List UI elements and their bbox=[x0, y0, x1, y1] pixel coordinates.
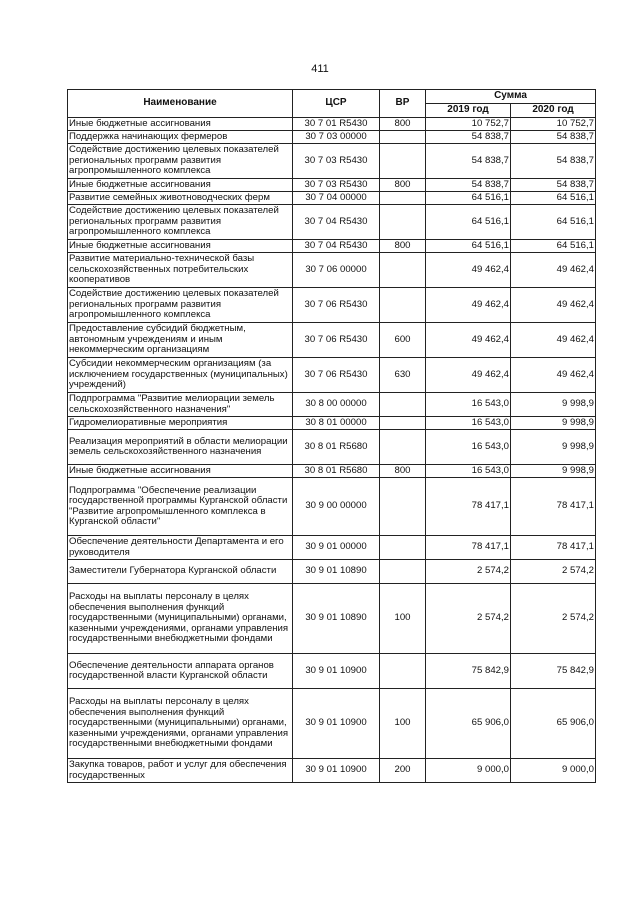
row-2020-cell: 49 462,4 bbox=[511, 288, 596, 323]
row-name-cell: Реализация мероприятий в области мелиорации земель сельскохозяйственного назначения bbox=[68, 430, 293, 465]
table-body bbox=[68, 118, 596, 783]
row-csr-cell: 30 7 06 R5430 bbox=[293, 323, 380, 358]
row-name-cell: Закупка товаров, работ и услуг для обеспечения государственных bbox=[68, 759, 293, 783]
row-name-cell: Иные бюджетные ассигнования bbox=[68, 465, 293, 478]
row-name-cell: Развитие семейных животноводческих ферм bbox=[68, 192, 293, 205]
header-vr: ВР bbox=[380, 90, 426, 118]
row-name-cell: Подпрограмма "Развитие мелиорации земель сельскохозяйственного назначения" bbox=[68, 393, 293, 417]
row-csr-cell: 30 8 01 R5680 bbox=[293, 465, 380, 478]
row-name-cell: Содействие достижению целевых показателей региональных программ развития агропромышленного комплекса bbox=[68, 205, 293, 240]
row-name-cell: Подпрограмма "Обеспечение реализации государственной программы Курганской области "Развитие агропромышленного комплекса в Курганской области" bbox=[68, 478, 293, 536]
row-name-cell: Содействие достижению целевых показателей региональных программ развития агропромышленного комплекса bbox=[68, 144, 293, 179]
row-2019-cell: 54 838,7 bbox=[426, 144, 511, 179]
row-name-cell: Расходы на выплаты персоналу в целях обеспечения выполнения функций государственными (муниципальными) органами, казенными учреждениями, органами управления государственными внебюджетными фондами bbox=[68, 584, 293, 654]
row-2020-cell: 49 462,4 bbox=[511, 358, 596, 393]
row-name-cell: Расходы на выплаты персоналу в целях обеспечения выполнения функций государственными (муниципальными) органами, казенными учреждениями, органами управления государственными внебюджетными фондами bbox=[68, 689, 293, 759]
row-2019-cell: 10 752,7 bbox=[426, 118, 511, 131]
row-2020-cell: 54 838,7 bbox=[511, 179, 596, 192]
row-vr-cell: 600 bbox=[380, 323, 426, 358]
row-2019-cell: 49 462,4 bbox=[426, 358, 511, 393]
row-vr-cell bbox=[380, 417, 426, 430]
row-csr-cell: 30 9 01 00000 bbox=[293, 536, 380, 560]
table-row bbox=[68, 358, 596, 393]
row-2019-cell: 16 543,0 bbox=[426, 393, 511, 417]
row-2020-cell: 64 516,1 bbox=[511, 205, 596, 240]
table-row bbox=[68, 689, 596, 759]
row-2020-cell: 9 998,9 bbox=[511, 465, 596, 478]
row-csr-cell: 30 9 01 10900 bbox=[293, 759, 380, 783]
row-2020-cell: 9 998,9 bbox=[511, 430, 596, 465]
row-vr-cell bbox=[380, 131, 426, 144]
row-2019-cell: 64 516,1 bbox=[426, 240, 511, 253]
row-2019-cell: 78 417,1 bbox=[426, 478, 511, 536]
row-2019-cell: 2 574,2 bbox=[426, 584, 511, 654]
row-2019-cell: 49 462,4 bbox=[426, 288, 511, 323]
row-2020-cell: 9 000,0 bbox=[511, 759, 596, 783]
row-2019-cell: 64 516,1 bbox=[426, 205, 511, 240]
row-2019-cell: 16 543,0 bbox=[426, 465, 511, 478]
row-2019-cell: 16 543,0 bbox=[426, 417, 511, 430]
row-vr-cell bbox=[380, 393, 426, 417]
row-2020-cell: 9 998,9 bbox=[511, 417, 596, 430]
table-row bbox=[68, 430, 596, 465]
row-2020-cell: 64 516,1 bbox=[511, 192, 596, 205]
row-2019-cell: 64 516,1 bbox=[426, 192, 511, 205]
header-name: Наименование bbox=[68, 90, 293, 118]
row-vr-cell bbox=[380, 560, 426, 584]
row-vr-cell bbox=[380, 430, 426, 465]
row-csr-cell: 30 8 00 00000 bbox=[293, 393, 380, 417]
row-vr-cell: 630 bbox=[380, 358, 426, 393]
row-csr-cell: 30 7 04 00000 bbox=[293, 192, 380, 205]
row-2020-cell: 2 574,2 bbox=[511, 584, 596, 654]
row-csr-cell: 30 7 06 R5430 bbox=[293, 358, 380, 393]
table-row bbox=[68, 465, 596, 478]
row-2020-cell: 54 838,7 bbox=[511, 131, 596, 144]
row-name-cell: Развитие материально-технической базы сельскохозяйственных потребительских кооперативов bbox=[68, 253, 293, 288]
row-name-cell: Обеспечение деятельности аппарата органов государственной власти Курганской области bbox=[68, 654, 293, 689]
table-row bbox=[68, 253, 596, 288]
row-vr-cell bbox=[380, 288, 426, 323]
row-2019-cell: 78 417,1 bbox=[426, 536, 511, 560]
row-name-cell: Иные бюджетные ассигнования bbox=[68, 240, 293, 253]
table-row bbox=[68, 131, 596, 144]
table-row bbox=[68, 288, 596, 323]
row-csr-cell: 30 7 04 R5430 bbox=[293, 240, 380, 253]
row-vr-cell bbox=[380, 192, 426, 205]
header-csr: ЦСР bbox=[293, 90, 380, 118]
table-row bbox=[68, 393, 596, 417]
budget-table bbox=[67, 89, 596, 783]
row-2019-cell: 54 838,7 bbox=[426, 131, 511, 144]
row-name-cell: Заместители Губернатора Курганской области bbox=[68, 560, 293, 584]
row-csr-cell: 30 7 01 R5430 bbox=[293, 118, 380, 131]
row-csr-cell: 30 8 01 R5680 bbox=[293, 430, 380, 465]
row-csr-cell: 30 9 01 10890 bbox=[293, 560, 380, 584]
row-2019-cell: 49 462,4 bbox=[426, 323, 511, 358]
row-csr-cell: 30 9 00 00000 bbox=[293, 478, 380, 536]
row-name-cell: Иные бюджетные ассигнования bbox=[68, 179, 293, 192]
row-2019-cell: 75 842,9 bbox=[426, 654, 511, 689]
row-2020-cell: 65 906,0 bbox=[511, 689, 596, 759]
row-2019-cell: 9 000,0 bbox=[426, 759, 511, 783]
row-2020-cell: 49 462,4 bbox=[511, 253, 596, 288]
row-2020-cell: 2 574,2 bbox=[511, 560, 596, 584]
header-sum: Сумма bbox=[426, 90, 596, 104]
row-vr-cell bbox=[380, 253, 426, 288]
row-2019-cell: 54 838,7 bbox=[426, 179, 511, 192]
row-csr-cell: 30 7 03 R5430 bbox=[293, 144, 380, 179]
row-name-cell: Иные бюджетные ассигнования bbox=[68, 118, 293, 131]
row-vr-cell: 800 bbox=[380, 240, 426, 253]
row-vr-cell bbox=[380, 536, 426, 560]
header-year-2020: 2020 год bbox=[511, 104, 596, 118]
row-vr-cell bbox=[380, 205, 426, 240]
row-2020-cell: 78 417,1 bbox=[511, 478, 596, 536]
row-csr-cell: 30 7 06 00000 bbox=[293, 253, 380, 288]
row-vr-cell bbox=[380, 144, 426, 179]
row-name-cell: Субсидии некоммерческим организациям (за исключением государственных (муниципальных) учреждений) bbox=[68, 358, 293, 393]
table-row bbox=[68, 654, 596, 689]
row-name-cell: Обеспечение деятельности Департамента и его руководителя bbox=[68, 536, 293, 560]
row-csr-cell: 30 8 01 00000 bbox=[293, 417, 380, 430]
row-vr-cell: 800 bbox=[380, 118, 426, 131]
row-vr-cell: 100 bbox=[380, 689, 426, 759]
table-row bbox=[68, 240, 596, 253]
table-row bbox=[68, 323, 596, 358]
table-row bbox=[68, 417, 596, 430]
row-name-cell: Предоставление субсидий бюджетным, автономным учреждениям и иным некоммерческим организациям bbox=[68, 323, 293, 358]
row-2020-cell: 64 516,1 bbox=[511, 240, 596, 253]
row-csr-cell: 30 7 06 R5430 bbox=[293, 288, 380, 323]
table-row bbox=[68, 118, 596, 131]
row-2019-cell: 49 462,4 bbox=[426, 253, 511, 288]
row-csr-cell: 30 7 04 R5430 bbox=[293, 205, 380, 240]
row-2020-cell: 49 462,4 bbox=[511, 323, 596, 358]
row-csr-cell: 30 7 03 R5430 bbox=[293, 179, 380, 192]
table-row bbox=[68, 759, 596, 783]
table-row bbox=[68, 192, 596, 205]
row-2020-cell: 9 998,9 bbox=[511, 393, 596, 417]
row-2020-cell: 75 842,9 bbox=[511, 654, 596, 689]
row-2020-cell: 10 752,7 bbox=[511, 118, 596, 131]
row-2020-cell: 78 417,1 bbox=[511, 536, 596, 560]
table-row bbox=[68, 478, 596, 536]
row-vr-cell bbox=[380, 654, 426, 689]
row-2019-cell: 2 574,2 bbox=[426, 560, 511, 584]
row-csr-cell: 30 9 01 10900 bbox=[293, 654, 380, 689]
row-2019-cell: 16 543,0 bbox=[426, 430, 511, 465]
row-vr-cell: 800 bbox=[380, 465, 426, 478]
row-vr-cell: 800 bbox=[380, 179, 426, 192]
page-number: 411 bbox=[311, 63, 329, 75]
table-row bbox=[68, 536, 596, 560]
row-csr-cell: 30 7 03 00000 bbox=[293, 131, 380, 144]
row-vr-cell: 100 bbox=[380, 584, 426, 654]
row-csr-cell: 30 9 01 10890 bbox=[293, 584, 380, 654]
row-2020-cell: 54 838,7 bbox=[511, 144, 596, 179]
table-row bbox=[68, 144, 596, 179]
row-vr-cell: 200 bbox=[380, 759, 426, 783]
table-row bbox=[68, 560, 596, 584]
row-name-cell: Содействие достижению целевых показателей региональных программ развития агропромышленного комплекса bbox=[68, 288, 293, 323]
row-name-cell: Поддержка начинающих фермеров bbox=[68, 131, 293, 144]
row-csr-cell: 30 9 01 10900 bbox=[293, 689, 380, 759]
table-row bbox=[68, 179, 596, 192]
table-row bbox=[68, 584, 596, 654]
row-vr-cell bbox=[380, 478, 426, 536]
table-row bbox=[68, 205, 596, 240]
row-name-cell: Гидромелиоративные мероприятия bbox=[68, 417, 293, 430]
header-year-2019: 2019 год bbox=[426, 104, 511, 118]
row-2019-cell: 65 906,0 bbox=[426, 689, 511, 759]
